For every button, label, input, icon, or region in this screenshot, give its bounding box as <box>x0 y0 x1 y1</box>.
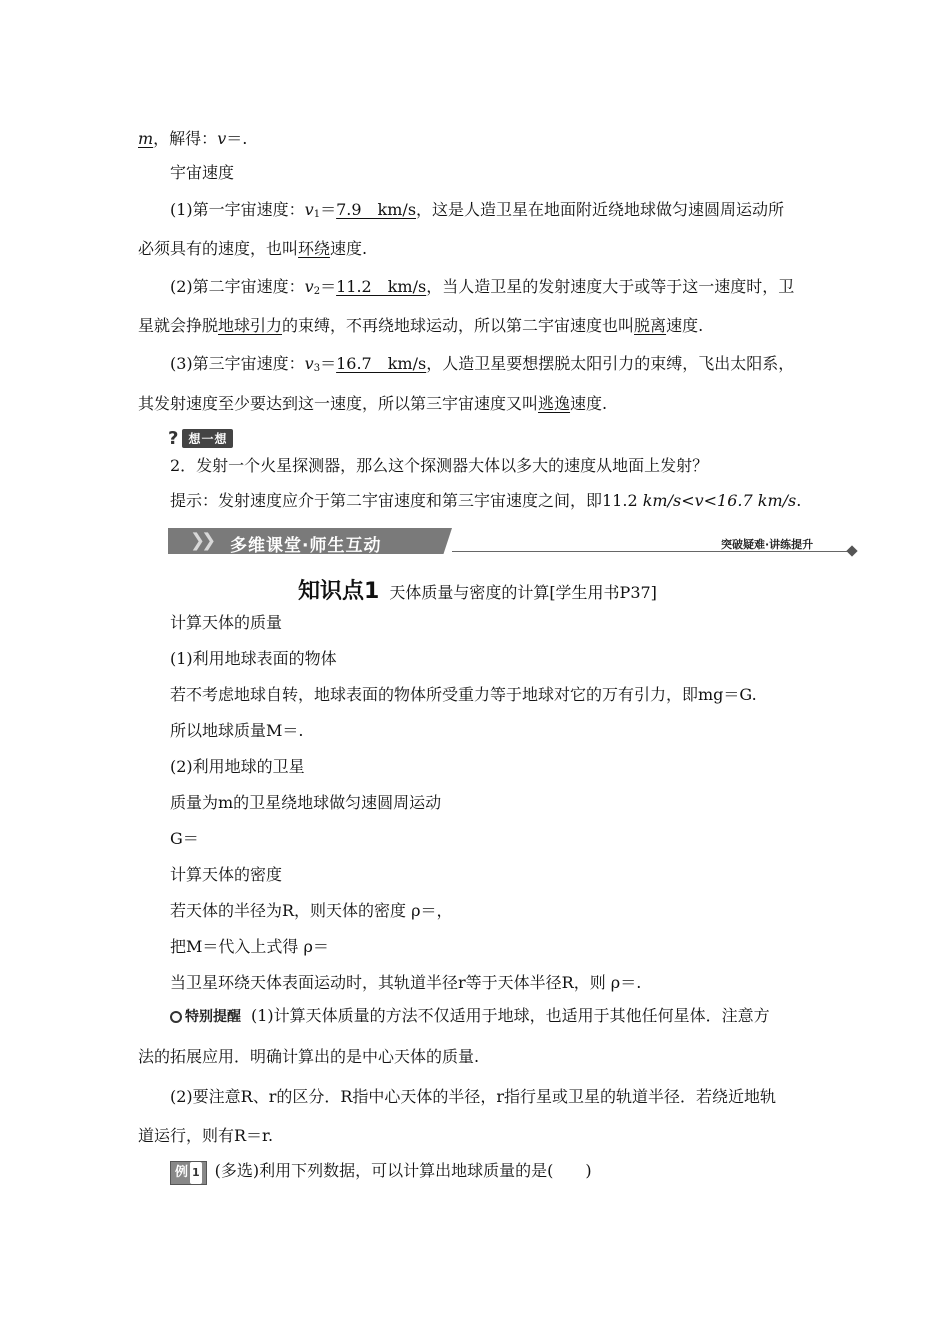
example-text: (多选)利用下列数据，可以计算出地球质量的是( ) <box>214 1161 592 1180</box>
answer-blank: 脱离 <box>634 316 667 335</box>
solve-line <box>138 128 818 150</box>
body-line: 若不考虑地球自转，地球表面的物体所受重力等于地球对它的万有引力，即mg＝G. <box>170 685 757 704</box>
text: 其发射速度至少要达到这一速度，所以第三宇宙速度又叫 <box>138 394 539 413</box>
var-v: v <box>304 277 314 296</box>
text: 速度. <box>570 394 608 413</box>
text: ＝ <box>320 200 337 219</box>
text: (1)第一宇宙速度： <box>170 200 305 219</box>
first-cosmic-speed-cont <box>138 238 818 260</box>
body-line: 质量为m的卫星绕地球做匀速圆周运动 <box>170 793 442 812</box>
banner-title: 多维课堂·师生互动 <box>230 536 382 556</box>
unit: km/s <box>642 491 682 510</box>
think-hint <box>170 490 850 512</box>
special-note-2-cont: 道运行，则有R＝r. <box>138 1126 274 1145</box>
text: ＝ <box>320 277 337 296</box>
body-line: (2)利用地球的卫星 <box>170 757 305 776</box>
third-cosmic-speed <box>170 353 850 380</box>
question-icon: ? <box>168 428 179 449</box>
var-m: m <box>138 129 154 148</box>
note-badge <box>170 1009 241 1025</box>
think-question: 2．发射一个火星探测器，那么这个探测器大体以多大的速度从地面上发射？ <box>170 456 709 475</box>
banner-subtitle: 突破疑难·讲练提升 <box>721 538 814 551</box>
special-note-2: (2)要注意R、r的区分．R指中心天体的半径，r指行星或卫星的轨道半径．若绕近地轨 <box>170 1087 777 1106</box>
text: 提示：发射速度应介于第二宇宙速度和第三宇宙速度之间，即11.2 <box>170 491 643 510</box>
text: 星就会挣脱 <box>138 316 219 335</box>
second-cosmic-speed-cont <box>138 315 818 337</box>
var-v: v <box>304 200 314 219</box>
body-line: 计算天体的质量 <box>170 613 283 632</box>
body-line: 所以地球质量M＝. <box>170 721 304 740</box>
text: 必须具有的速度，也叫 <box>138 239 299 258</box>
unit: km/s <box>757 491 797 510</box>
text: . <box>796 491 802 510</box>
body-line: 计算天体的密度 <box>170 865 283 884</box>
var-v: v <box>217 129 227 148</box>
text: 速度. <box>666 316 704 335</box>
body-line: (1)利用地球表面的物体 <box>170 649 337 668</box>
body-line: 当卫星环绕天体表面运动时，其轨道半径r等于天体半径R，则 ρ＝. <box>170 973 642 992</box>
example-number: 1 <box>190 1162 202 1184</box>
text: ，人造卫星要想摆脱太阳引力的束缚，飞出太阳系， <box>426 354 795 373</box>
var-v: v <box>304 354 314 373</box>
text: (2)第二宇宙速度： <box>170 277 305 296</box>
text: 速度. <box>330 239 368 258</box>
knowledge-subtitle: 天体质量与密度的计算[学生用书P37] <box>389 583 657 602</box>
answer-blank: 16.7 km/s <box>336 354 427 373</box>
subscript: 3 <box>313 363 321 374</box>
target-icon <box>170 1011 182 1023</box>
text: ＝ <box>320 354 337 373</box>
example-label: 例 <box>175 1165 189 1180</box>
diamond-icon <box>846 545 857 556</box>
example-badge <box>170 1161 207 1185</box>
body-line: 若天体的半径为R，则天体的密度 ρ＝， <box>170 901 453 920</box>
second-cosmic-speed <box>170 276 850 303</box>
section-banner <box>168 528 858 556</box>
body-line: G＝ <box>170 829 199 848</box>
text: 的束缚，不再绕地球运动，所以第二宇宙速度也叫 <box>282 316 635 335</box>
answer-blank: 环绕 <box>298 239 331 258</box>
third-cosmic-speed-cont <box>138 393 818 415</box>
first-cosmic-speed <box>170 199 850 226</box>
text: ，这是人造卫星在地面附近绕地球做匀速圆周运动所 <box>416 200 785 219</box>
knowledge-title: 知识点1 <box>298 579 380 604</box>
text: (3)第三宇宙速度： <box>170 354 305 373</box>
answer-blank: 7.9 km/s <box>336 200 417 219</box>
text: ，解得： <box>153 129 218 148</box>
special-note-cont: 法的拓展应用．明确计算出的是中心天体的质量. <box>138 1047 480 1066</box>
chevron-right-icon: ❯❯ <box>190 530 213 551</box>
special-note <box>170 1005 850 1028</box>
think-label: 想一想 <box>182 429 233 448</box>
knowledge-point-heading <box>298 574 657 605</box>
text: ，当人造卫星的发射速度大于或等于这一速度时，卫 <box>426 277 795 296</box>
subscript: 2 <box>313 286 321 297</box>
text: (1)计算天体质量的方法不仅适用于地球，也适用于其他任何星体．注意方 <box>251 1006 770 1025</box>
note-label: 特别提醒 <box>185 1009 241 1025</box>
think-badge <box>168 428 233 449</box>
text: ＝. <box>226 129 248 148</box>
section-heading-cosmic-speed: 宇宙速度 <box>170 163 235 182</box>
subscript: 1 <box>313 209 321 220</box>
answer-blank: 地球引力 <box>218 316 283 335</box>
text: <v<16.7 <box>681 491 758 510</box>
example-line <box>170 1160 850 1185</box>
answer-blank: 逃逸 <box>538 394 571 413</box>
answer-blank: 11.2 km/s <box>336 277 427 296</box>
body-line: 把M＝代入上式得 ρ＝ <box>170 937 329 956</box>
